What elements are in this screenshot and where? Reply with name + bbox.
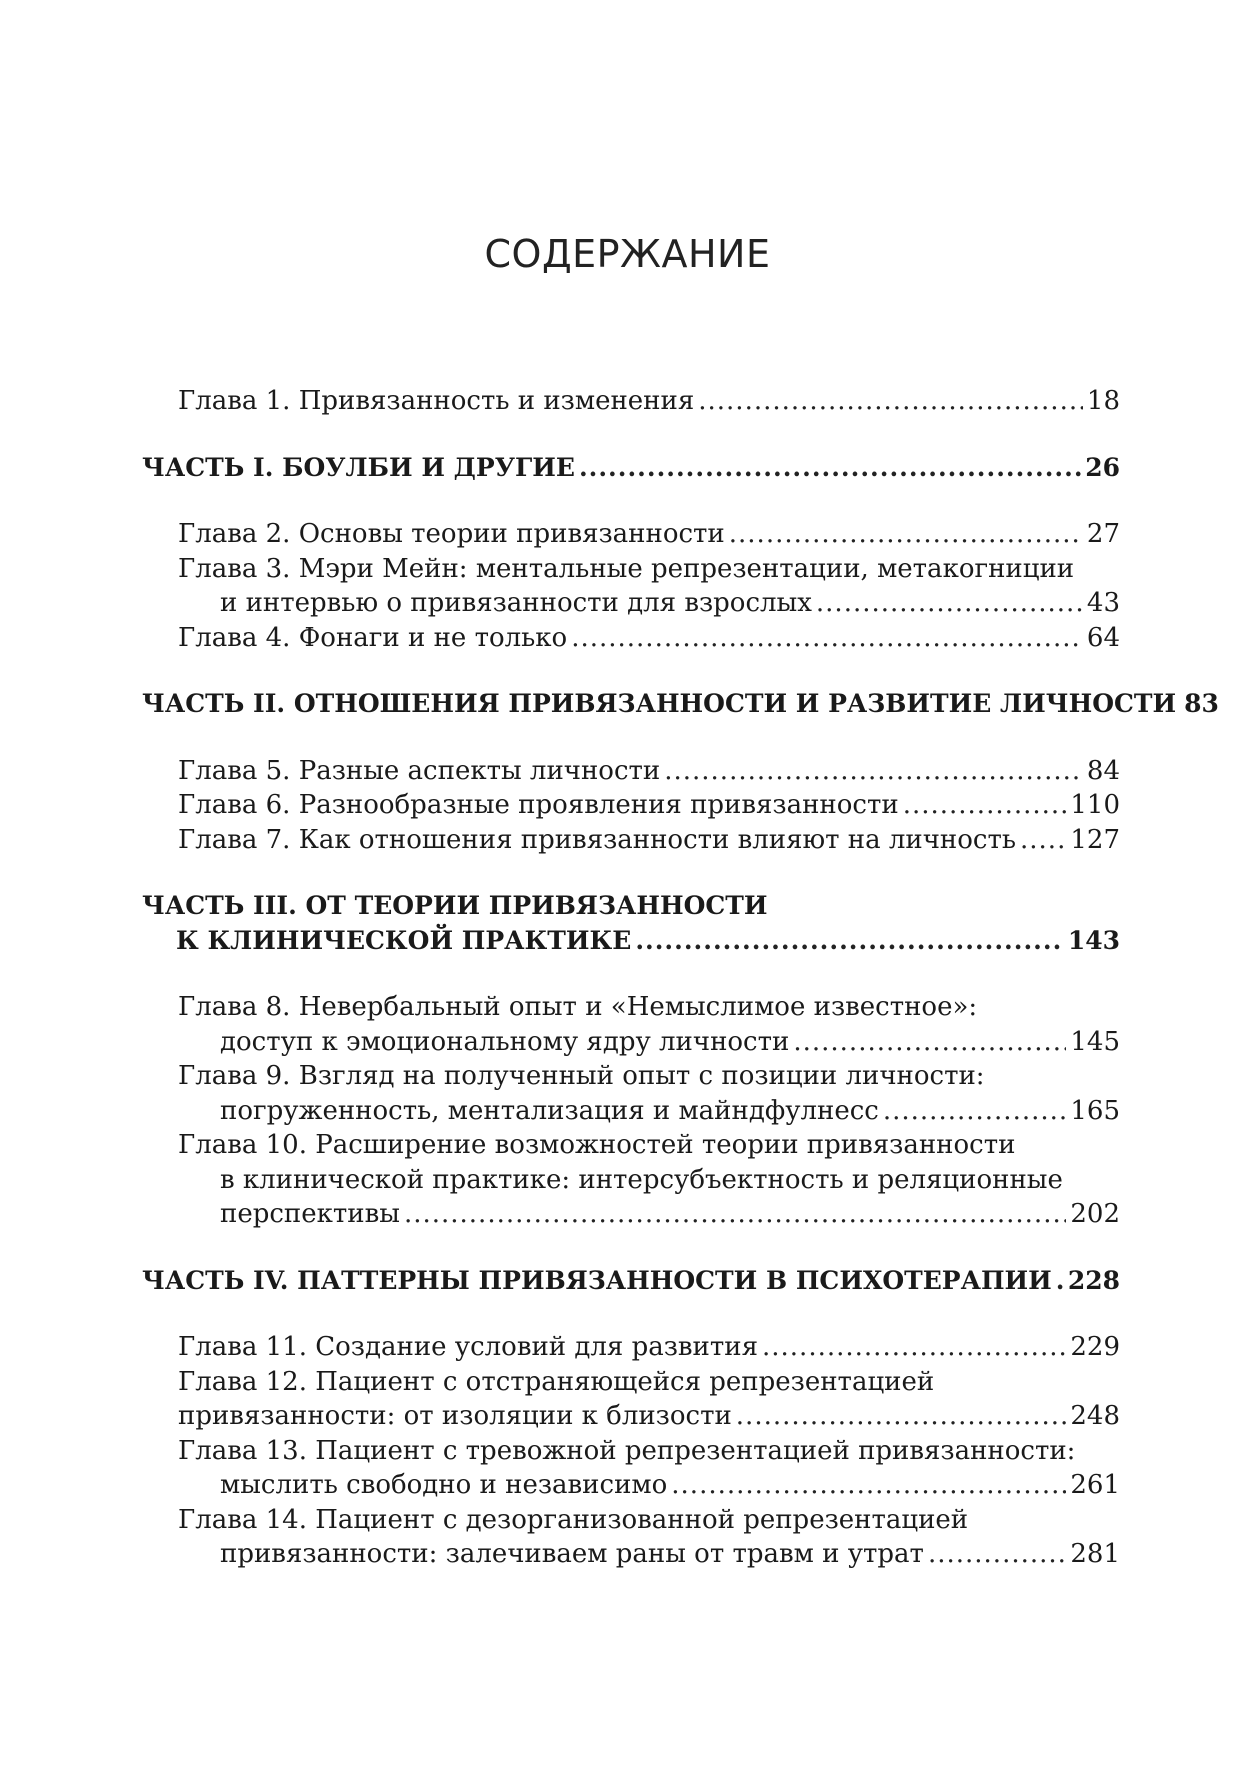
toc-line — [142, 924, 1120, 959]
toc-chapter-entry — [142, 1503, 1120, 1572]
toc-page-number: 26 — [1085, 452, 1120, 482]
toc-entry-text: Глава 1. Привязанность и изменения — [178, 386, 695, 416]
toc-part-entry — [142, 1264, 1120, 1299]
toc-chapter-entry — [142, 384, 1120, 419]
toc-line — [142, 1399, 1120, 1434]
toc-entry-text: привязанности: залечиваем раны от травм и утрат — [220, 1539, 924, 1569]
toc-page-number: 145 — [1070, 1026, 1120, 1057]
toc-page-number: 110 — [1070, 790, 1120, 820]
toc-entry-text: Глава 10. Расширение возможностей теории привязанности — [178, 1130, 1016, 1160]
toc-page-number: 228 — [1067, 1265, 1120, 1295]
toc-entry-text: привязанности: от изоляции к близости — [178, 1401, 732, 1431]
toc-line — [142, 1468, 1120, 1503]
toc-line — [142, 1163, 1120, 1198]
dot-leader — [903, 788, 1067, 823]
dot-leader — [816, 586, 1083, 621]
toc-page-number: 248 — [1070, 1401, 1120, 1431]
toc-line — [142, 1330, 1120, 1365]
toc-entry-text: Глава 11. Создание условий для развития — [178, 1332, 758, 1362]
toc-chapter-entry — [142, 990, 1120, 1059]
toc-entry-text: и интервью о привязанности для взрослых — [220, 588, 812, 618]
toc-line — [142, 1434, 1120, 1469]
table-of-contents — [142, 384, 1219, 1572]
toc-entry-text: Глава 4. Фонаги и не только — [178, 622, 568, 653]
toc-line — [142, 384, 1120, 419]
toc-chapter-entry — [142, 1434, 1120, 1503]
dot-leader — [579, 451, 1081, 486]
toc-entry-text: ЧАСТЬ I. БОУЛБИ И ДРУГИЕ — [142, 452, 575, 482]
toc-page-number: 18 — [1086, 386, 1120, 416]
toc-entry-text: Глава 3. Мэри Мейн: ментальные репрезентации, метакогниции — [178, 553, 1075, 584]
dot-leader — [698, 384, 1083, 419]
toc-entry-text: Глава 2. Основы теории привязанности — [178, 519, 725, 549]
toc-part-entry — [142, 687, 1219, 722]
toc-entry-text: Глава 8. Невербальный опыт и «Немыслимое известное»: — [178, 992, 978, 1022]
toc-line — [142, 1094, 1120, 1129]
toc-line — [142, 788, 1120, 823]
dot-leader — [762, 1330, 1066, 1365]
toc-page-number: 281 — [1070, 1539, 1120, 1569]
toc-page-number: 127 — [1070, 824, 1120, 855]
toc-entry-text: Глава 9. Взгляд на полученный опыт с позиции личности: — [178, 1061, 985, 1091]
toc-entry-text: К КЛИНИЧЕСКОЙ ПРАКТИКЕ — [176, 925, 632, 955]
toc-entry-text: Глава 5. Разные аспекты личности — [178, 755, 661, 786]
toc-chapter-entry — [142, 1059, 1120, 1128]
toc-line — [142, 687, 1219, 722]
toc-chapter-entry — [142, 754, 1120, 789]
toc-entry-text: Глава 6. Разнообразные проявления привязанности — [178, 790, 899, 820]
toc-page-number: 64 — [1086, 622, 1120, 653]
dot-leader — [635, 924, 1064, 959]
toc-page-number: 261 — [1070, 1470, 1120, 1500]
toc-line — [142, 1197, 1120, 1232]
toc-line — [142, 451, 1120, 486]
toc-line — [142, 1025, 1120, 1060]
dot-leader — [928, 1537, 1066, 1572]
toc-entry-text: Глава 14. Пациент с дезорганизованной репрезентацией — [178, 1504, 969, 1535]
toc-entry-text: мыслить свободно и независимо — [220, 1470, 668, 1500]
toc-chapter-entry — [142, 552, 1120, 621]
toc-chapter-entry — [142, 621, 1120, 656]
toc-chapter-entry — [142, 788, 1120, 823]
toc-entry-text: ЧАСТЬ III. ОТ ТЕОРИИ ПРИВЯЗАННОСТИ — [142, 891, 768, 920]
toc-entry-text: ЧАСТЬ IV. ПАТТЕРНЫ ПРИВЯЗАННОСТИ В ПСИХОТЕРАПИИ — [142, 1265, 1052, 1295]
toc-entry-text: в клинической практике: интерсубъектность и реляционные — [220, 1164, 1063, 1195]
toc-entry-text: ЧАСТЬ II. ОТНОШЕНИЯ ПРИВЯЗАННОСТИ И РАЗВИТИЕ ЛИЧНОСТИ — [142, 689, 1177, 718]
toc-page-number: 27 — [1086, 519, 1120, 549]
toc-page-number: 43 — [1086, 588, 1120, 618]
toc-entry-text: Глава 13. Пациент с тревожной репрезентацией привязанности: — [178, 1435, 1076, 1466]
toc-line — [142, 1264, 1120, 1299]
toc-entry-text: погруженность, ментализация и майндфулнесс — [220, 1095, 879, 1126]
toc-page-number: 229 — [1070, 1332, 1120, 1362]
toc-line — [142, 517, 1120, 552]
toc-line — [142, 1128, 1120, 1163]
toc-line — [142, 552, 1120, 587]
toc-page-number: 165 — [1070, 1095, 1120, 1126]
toc-entry-text: Глава 7. Как отношения привязанности влияют на личность — [178, 824, 1017, 855]
toc-chapter-entry — [142, 517, 1120, 552]
toc-line — [142, 990, 1120, 1025]
toc-line — [142, 1059, 1120, 1094]
toc-line — [142, 586, 1120, 621]
dot-leader — [729, 517, 1083, 552]
dot-leader — [671, 1468, 1066, 1503]
toc-page-number: 84 — [1086, 755, 1120, 786]
toc-entry-text: Глава 12. Пациент с отстраняющейся репрезентацией — [178, 1366, 935, 1397]
toc-page-number: 83 — [1184, 689, 1219, 718]
toc-part-entry — [142, 889, 1120, 958]
toc-line — [142, 1537, 1120, 1572]
toc-line — [142, 889, 1120, 924]
toc-chapter-entry — [142, 1330, 1120, 1365]
toc-page-number: 202 — [1070, 1199, 1120, 1229]
toc-part-entry — [142, 451, 1120, 486]
toc-chapter-entry — [142, 1128, 1120, 1232]
dot-leader — [571, 621, 1083, 656]
dot-leader — [1056, 1264, 1064, 1299]
toc-line — [142, 754, 1120, 789]
dot-leader — [664, 754, 1083, 789]
dot-leader — [736, 1399, 1067, 1434]
toc-line — [142, 1503, 1120, 1538]
toc-line — [142, 823, 1120, 858]
toc-line — [142, 1365, 1120, 1400]
toc-line — [142, 621, 1120, 656]
toc-entry-text: доступ к эмоциональному ядру личности — [220, 1026, 790, 1057]
dot-leader — [1020, 823, 1066, 858]
dot-leader — [883, 1094, 1067, 1129]
dot-leader — [404, 1197, 1066, 1232]
dot-leader — [793, 1025, 1066, 1060]
page-title: СОДЕРЖАНИЕ — [484, 232, 771, 276]
toc-page-number: 143 — [1067, 925, 1120, 955]
toc-entry-text: перспективы — [220, 1199, 400, 1229]
toc-chapter-entry — [142, 823, 1120, 858]
toc-chapter-entry — [142, 1365, 1120, 1434]
